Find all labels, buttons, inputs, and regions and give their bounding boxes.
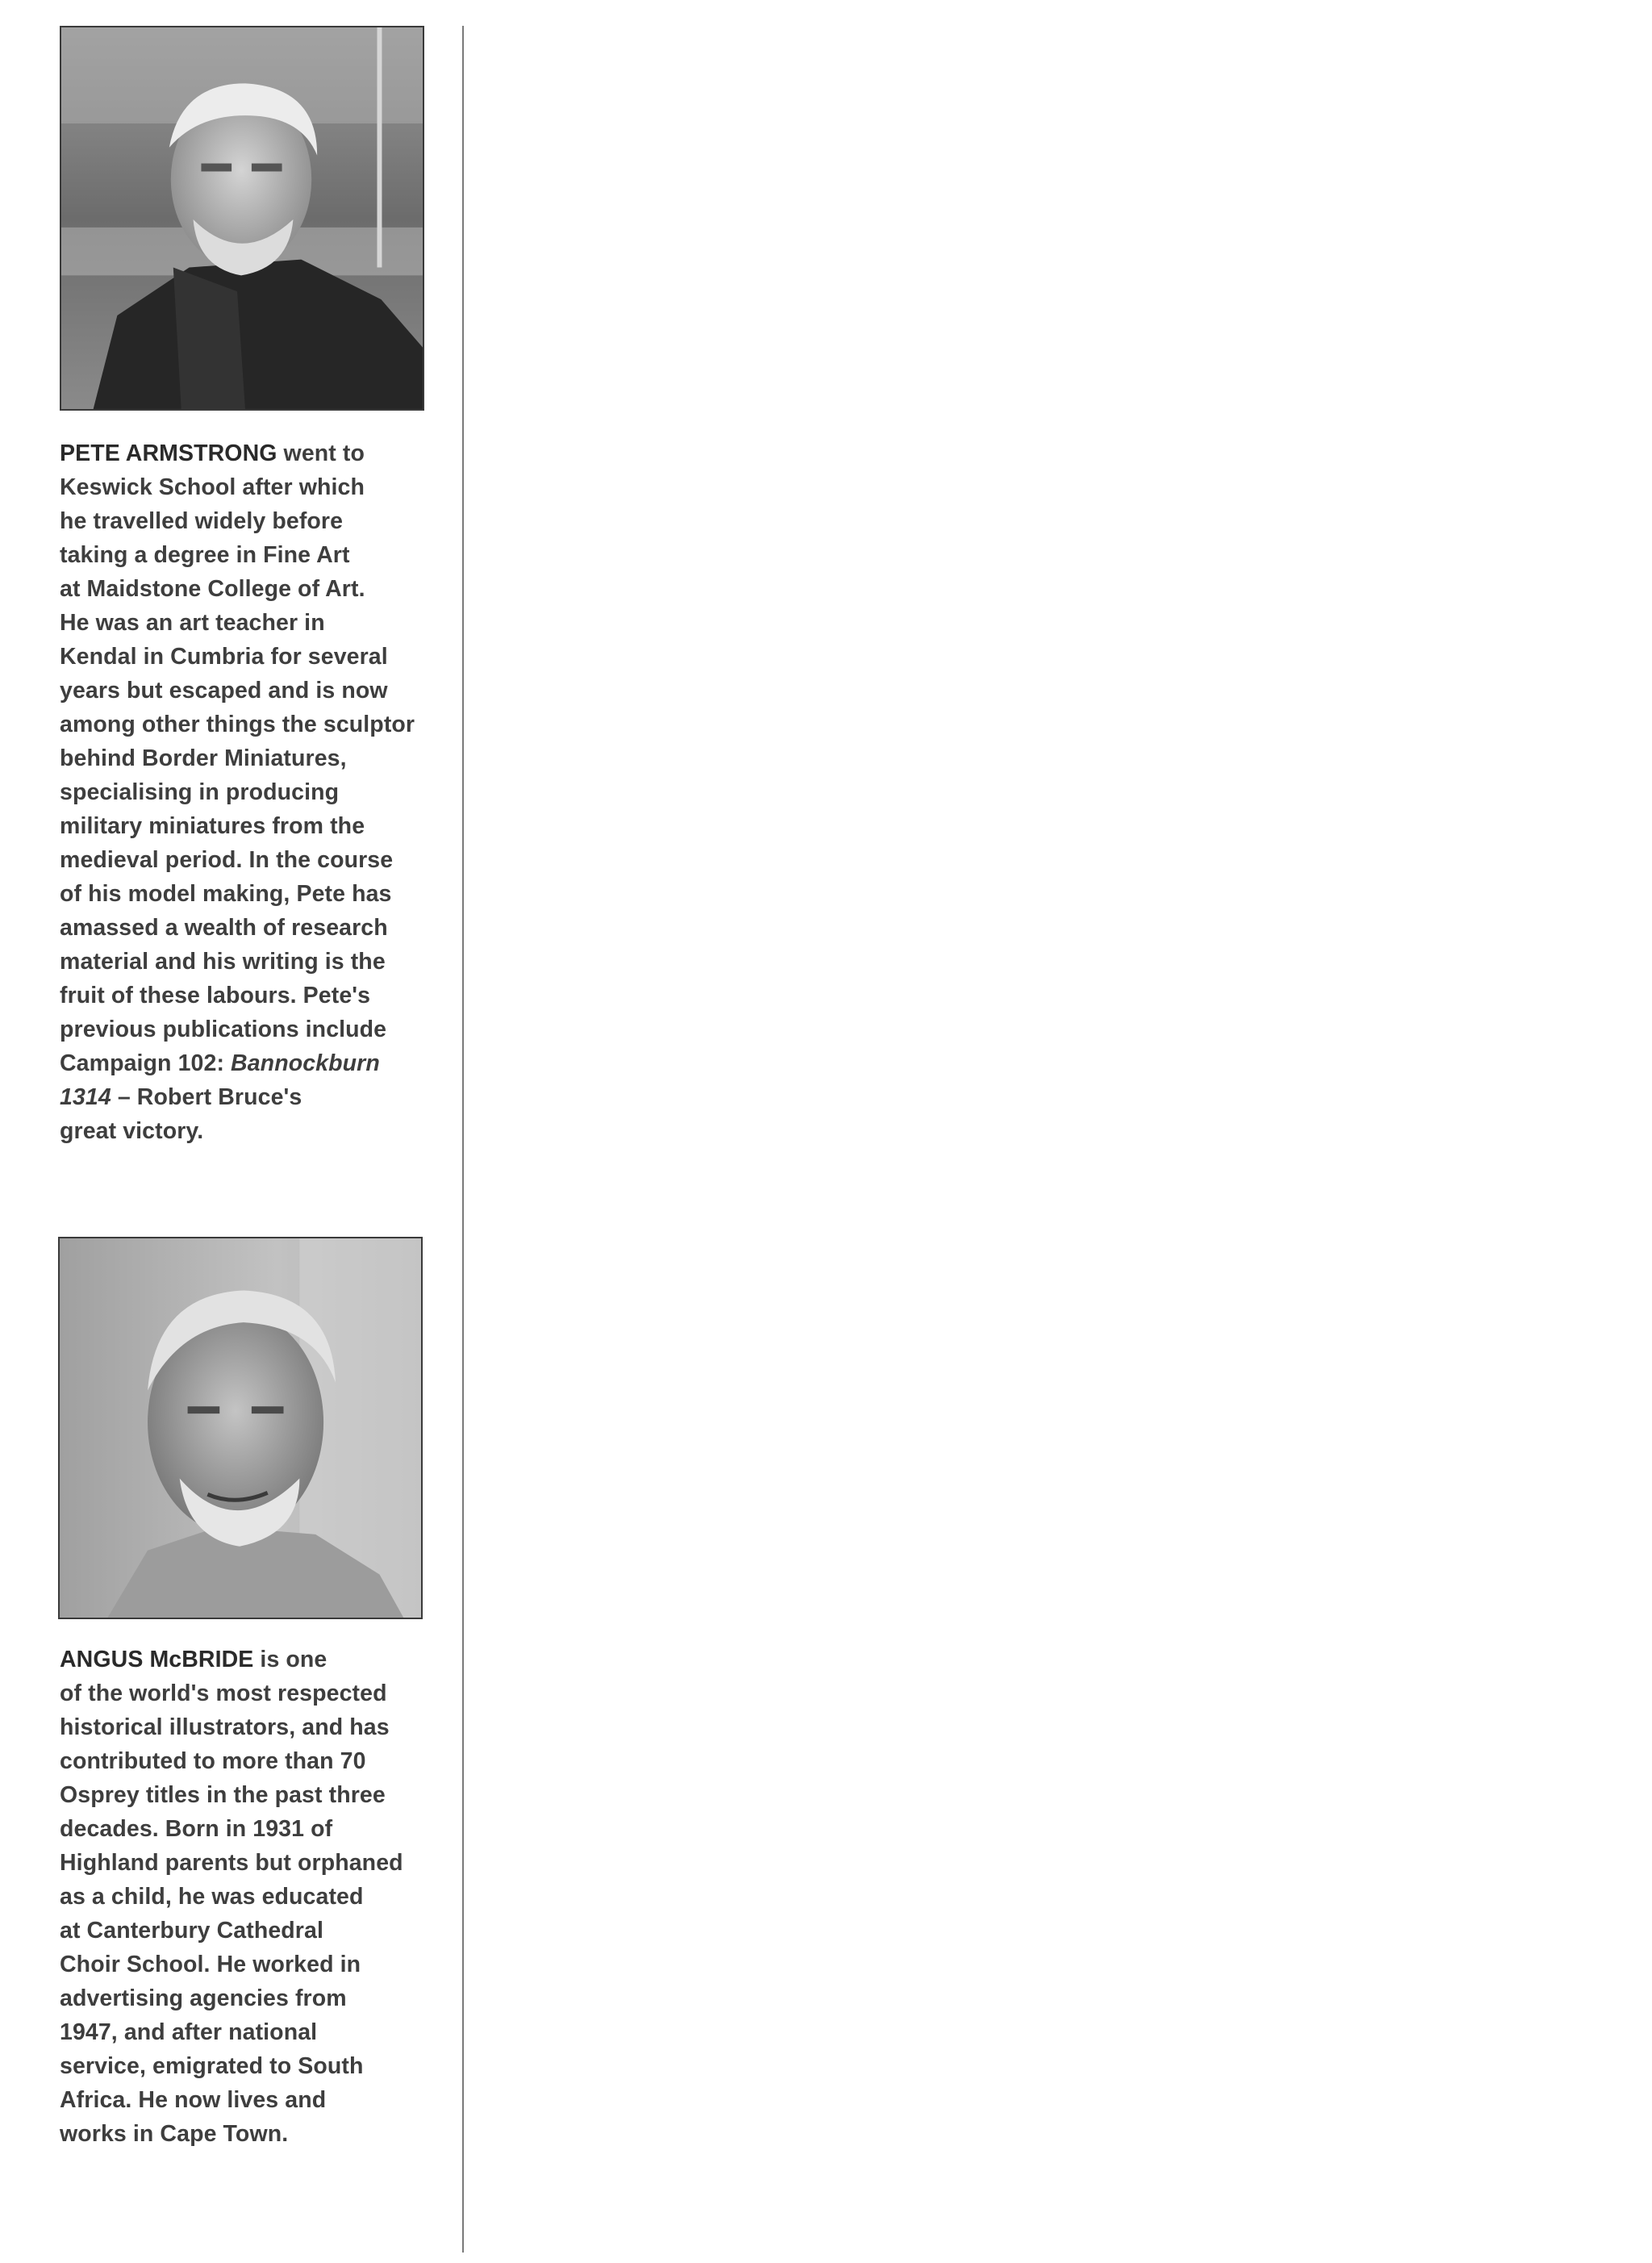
bio-line: Keswick School after which [60,474,365,500]
column-divider [462,26,464,2253]
bio-line: contributed to more than 70 [60,1748,366,1774]
bio-line: Africa. He now lives and [60,2087,327,2113]
bio-line: medieval period. In the course [60,847,394,873]
book-title: Bannockburn [231,1050,380,1076]
bio-line: of his model making, Pete has [60,881,392,907]
bio-line: ANGUS McBRIDE is one [60,1647,327,1672]
bio-line: at Maidstone College of Art. [60,576,365,602]
author-name: ANGUS McBRIDE [60,1647,254,1672]
bio-line: He was an art teacher in [60,610,325,636]
author-bio-mcbride [60,1643,447,2151]
bio-line: 1314 – Robert Bruce's [60,1084,302,1110]
author-bio-armstrong [60,436,447,1148]
bio-line: Osprey titles in the past three [60,1782,386,1808]
bio-line: decades. Born in 1931 of [60,1816,333,1842]
bio-line: advertising agencies from [60,1985,347,2011]
bio-line: material and his writing is the [60,949,386,975]
bio-line: historical illustrators, and has [60,1714,390,1740]
bio-line: behind Border Miniatures, [60,745,347,771]
bio-line: 1947, and after national [60,2019,318,2045]
bio-line: Campaign 102: Bannockburn [60,1050,380,1076]
bio-line: military miniatures from the [60,813,365,839]
author-name: PETE ARMSTRONG [60,440,277,466]
bio-line: years but escaped and is now [60,678,388,704]
bio-line: amassed a wealth of research [60,915,388,941]
bio-line: taking a degree in Fine Art [60,542,350,568]
portrait-photo-icon [60,1238,421,1618]
bio-line: service, emigrated to South [60,2053,364,2079]
book-title-year: 1314 [60,1084,111,1110]
bio-line: he travelled widely before [60,508,344,534]
bio-line: Choir School. He worked in [60,1952,361,1977]
bio-line: specialising in producing [60,779,340,805]
portrait-photo-icon [61,27,423,409]
bio-line: at Canterbury Cathedral [60,1918,323,1944]
bio-line: great victory. [60,1118,204,1144]
author-photo-armstrong [60,26,424,411]
author-photo-mcbride [58,1237,423,1619]
bio-line: works in Cape Town. [60,2121,289,2147]
bio-line: among other things the sculptor [60,712,415,737]
bio-line: Kendal in Cumbria for several [60,644,388,670]
bio-line: of the world's most respected [60,1681,387,1706]
bio-line: fruit of these labours. Pete's [60,983,371,1008]
bio-line: as a child, he was educated [60,1884,364,1910]
bio-line: Highland parents but orphaned [60,1850,403,1876]
bio-line: previous publications include [60,1017,387,1042]
bio-line: PETE ARMSTRONG went to [60,440,365,466]
